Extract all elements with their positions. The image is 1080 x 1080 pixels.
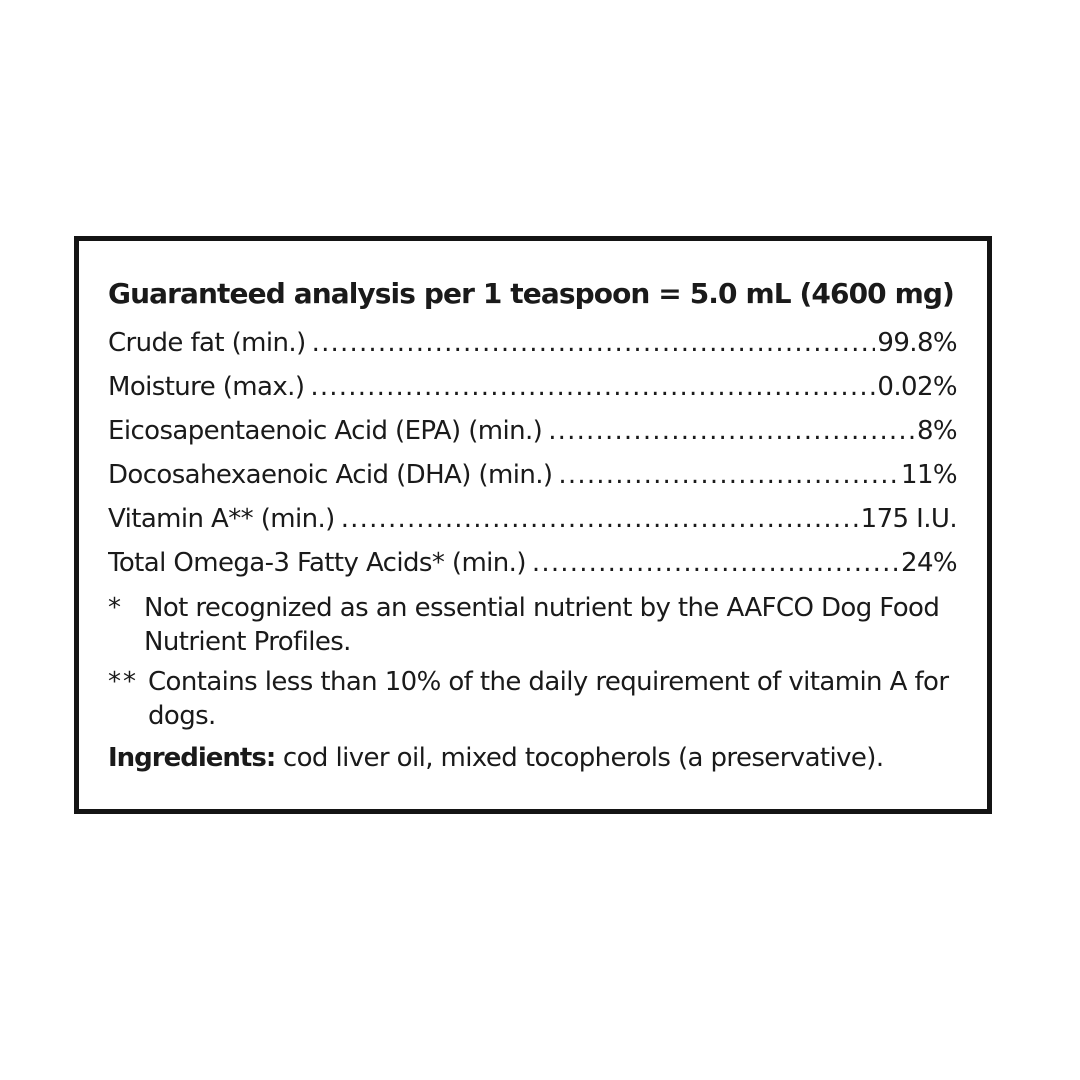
row-value: 0.02%: [877, 372, 957, 402]
row-name: Crude fat (min.): [108, 328, 306, 358]
analysis-row-dha: [108, 453, 957, 497]
ingredients-text: cod liver oil, mixed tocopherols (a preservative).: [282, 743, 884, 773]
dot-leader: [558, 453, 899, 497]
analysis-row-omega-3: [108, 541, 957, 585]
guaranteed-analysis-panel: [74, 236, 992, 814]
dot-leader: [532, 541, 899, 585]
dot-leader: [310, 365, 875, 409]
ingredients-line: [108, 741, 957, 775]
dot-leader: [548, 409, 915, 453]
analysis-row-vitamin-a: [108, 497, 957, 541]
dot-leader: [341, 497, 859, 541]
row-name: Docosahexaenoic Acid (DHA) (min.): [108, 460, 553, 490]
footnote-text: Not recognized as an essential nutrient by the AAFCO Dog Food Nutrient Profiles.: [144, 593, 940, 657]
row-name: Total Omega-3 Fatty Acids* (min.): [108, 548, 526, 578]
row-value: 99.8%: [877, 328, 957, 358]
footnote-mark: **: [108, 667, 138, 697]
analysis-row-moisture: [108, 365, 957, 409]
row-value: 11%: [901, 460, 957, 490]
row-name: Moisture (max.): [108, 372, 305, 402]
row-value: 175 I.U.: [860, 504, 957, 534]
ingredients-label: Ingredients:: [108, 743, 276, 773]
footnote-double-asterisk: [108, 665, 957, 733]
panel-title: Guaranteed analysis per 1 teaspoon = 5.0 mL (4600 mg): [108, 277, 954, 310]
row-value: 24%: [901, 548, 957, 578]
footnote-single-asterisk: [108, 591, 957, 659]
analysis-row-epa: [108, 409, 957, 453]
dot-leader: [312, 321, 876, 365]
analysis-list: [108, 321, 957, 585]
row-value: 8%: [916, 416, 957, 446]
row-name: Vitamin A** (min.): [108, 504, 335, 534]
footnote-mark: *: [108, 593, 123, 623]
analysis-row-crude-fat: [108, 321, 957, 365]
row-name: Eicosapentaenoic Acid (EPA) (min.): [108, 416, 543, 446]
footnote-text: Contains less than 10% of the daily requirement of vitamin A for dogs.: [148, 667, 949, 731]
